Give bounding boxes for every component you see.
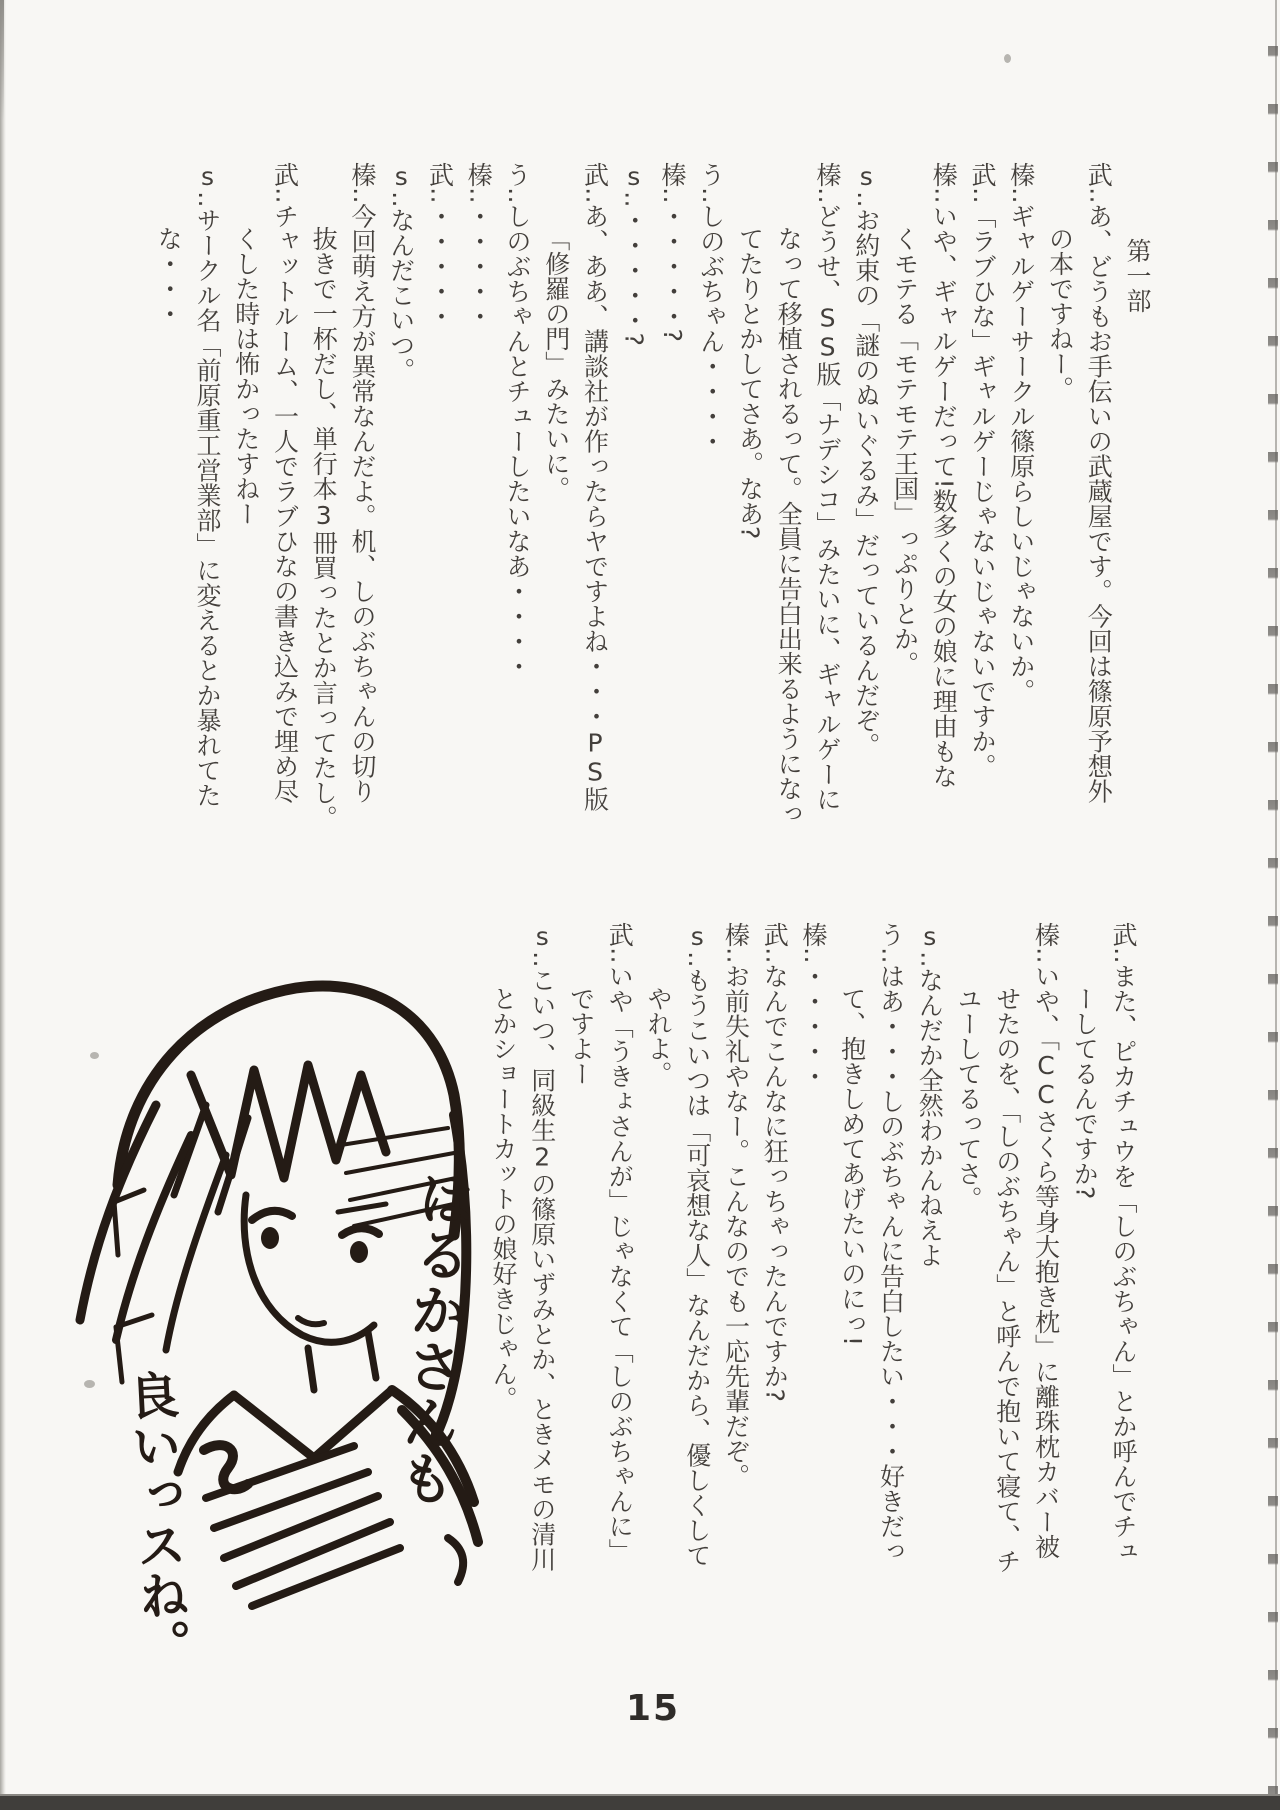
- dialogue-block-bottom: [483, 922, 1142, 1642]
- dialogue-line: くした時は怖かったすねー: [231, 226, 261, 526]
- dialogue-line: ユーしてるってさ。: [954, 986, 983, 1211]
- dialogue-line: 「修羅の門」みたいに。: [541, 226, 571, 501]
- dialogue-line: s‥なんだこいつ。: [386, 162, 416, 383]
- dialogue-line: ーしてるんですか?: [1070, 986, 1100, 1200]
- dialogue-line: 榛‥お前失礼やなー。こんなのでも一応先輩だぞ。: [721, 922, 751, 1489]
- dialogue-line: s‥サークル名「前原重工営業部」に変えるとか暴れてた: [193, 162, 222, 808]
- dialogue-line: s‥もうこいつは「可哀想な人」なんだから、優しくして: [682, 922, 712, 1568]
- dialogue-line: 榛‥今回萌え方が異常なんだよ。机、しのぶちゃんの切り: [348, 162, 377, 804]
- dialogue-line: 武‥あ、どうもお手伝いの武蔵屋です。今回は篠原予想外: [1084, 162, 1114, 804]
- scan-edge-bottom: [0, 1794, 1280, 1810]
- dialogue-line: 武‥なんでこんなに狂っちゃったんですか?: [760, 922, 790, 1402]
- section-header: 第一部: [1123, 238, 1152, 313]
- scan-edge-right: [1266, 0, 1280, 1796]
- dialogue-line: せたのを、「しのぶちゃん」と呼んで抱いて寝て、チ: [992, 986, 1022, 1574]
- dialogue-line: な・・・: [154, 226, 184, 326]
- paper-speck: [1004, 54, 1011, 63]
- sketch-caption-right: はるかさんも: [388, 1167, 477, 1508]
- dialogue-line: 榛‥どうせ、SS版「ナデシコ」みたいに、ギャルゲーに: [813, 162, 842, 812]
- dialogue-line: 榛‥・・・・・: [464, 162, 494, 329]
- dialogue-line: 武‥チャットルーム、一人でラブひなの書き込みで埋め尽: [270, 162, 300, 804]
- dialogue-line: なって移植されるって。全員に告白出来るようになっ: [774, 226, 804, 826]
- dialogue-line: 榛‥ギャルゲーサークル篠原らしいじゃないか。: [1006, 162, 1036, 704]
- dialogue-line: 榛‥・・・・・?: [658, 162, 687, 342]
- dialogue-line: くモテる「モテモテ王国」っぷりとか。: [890, 226, 920, 676]
- scan-edge-left: [0, 0, 6, 1810]
- dialogue-line: の本ですねー。: [1045, 226, 1075, 401]
- page-number: 15: [626, 1688, 681, 1729]
- dialogue-line: て、抱きしめてあげたいのにっ!: [837, 986, 867, 1347]
- dialogue-line: やれよ。: [644, 986, 673, 1086]
- dialogue-line: う‥しのぶちゃん・・・・: [696, 162, 726, 454]
- dialogue-line: う‥はあ・・・しのぶちゃんに告白したい・・・好きだっ: [876, 922, 906, 1564]
- dialogue-line: 榛‥いや、ギャルゲーだって!数多くの女の娘に理由もな: [929, 162, 959, 789]
- dialogue-line: 武‥また、ピカチュウを「しのぶちゃん」とか呼んでチュ: [1109, 922, 1138, 1564]
- dialogue-line: s‥・・・・・?: [619, 162, 649, 346]
- dialogue-line: 武‥いや「うきょさんが」じゃなくて「しのぶちゃんに」: [605, 922, 635, 1564]
- dialogue-line: 抜きで一杯だし、単行本3冊買ったとか言ってたし。: [309, 226, 339, 830]
- dialogue-line: う‥しのぶちゃんとチューしたいなあ・・・・: [503, 162, 532, 679]
- dialogue-block-top: [149, 162, 1157, 862]
- dialogue-line: s‥お約束の「謎のぬいぐるみ」だっているんだぞ。: [851, 162, 881, 758]
- dialogue-line: 武‥・・・・・: [425, 162, 455, 329]
- dialogue-line: s‥なんだか全然わかんねえよ: [915, 922, 945, 1268]
- dialogue-line: とかショートカットの娘好きじゃん。: [489, 986, 518, 1411]
- dialogue-line: 武‥あ、ああ、講談社が作ったらヤですよね・・・PS版: [580, 162, 610, 812]
- dialogue-line: 榛‥・・・・・: [799, 922, 828, 1089]
- sketch-caption-left: 良いっスね。: [119, 1368, 194, 1672]
- dialogue-line: てたりとかしてさあ。なあ?: [735, 226, 765, 540]
- dialogue-line: 榛‥いや、「CCさくら等身大抱き枕」に離珠枕カバー被: [1031, 922, 1061, 1560]
- dialogue-line: 武‥「ラブひな」ギャルゲーじゃないじゃないですか。: [968, 162, 997, 779]
- dialogue-line: s‥こいつ、同級生2の篠原いずみとか、ときメモの清川: [527, 922, 557, 1572]
- dialogue-line: ですよー: [566, 986, 596, 1086]
